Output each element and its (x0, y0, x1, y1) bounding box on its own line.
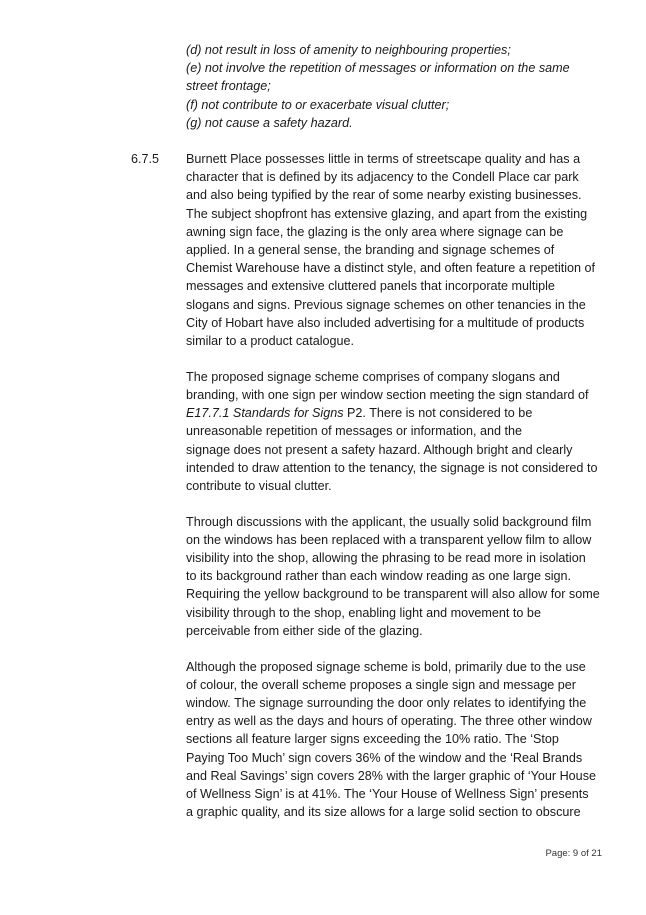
paragraph-3 (186, 513, 604, 640)
text-line: slogans and signs. Previous signage schemes on other tenancies in the (186, 297, 586, 312)
text-line: unreasonable repetition of messages or information, and the (186, 424, 523, 439)
text-line: intended to draw attention to the tenancy, the signage is not considered to (186, 460, 598, 475)
text-line: The subject shopfront has extensive glazing, and apart from the existing (186, 206, 588, 221)
text-line: branding, with one sign per window section meeting the sign standard of (186, 387, 589, 402)
text-line: visibility into the shop, allowing the phrasing to be read more in isolation (186, 551, 586, 566)
text-line: City of Hobart have also included advertising for a multitude of products (186, 315, 585, 330)
criterion-f: (f) not contribute to or exacerbate visual clutter; (186, 97, 450, 112)
paragraph-2 (186, 368, 604, 495)
text-line: Paying Too Much’ sign covers 36% of the window and the ‘Real Brands (186, 750, 583, 765)
criterion-g: (g) not cause a safety hazard. (186, 115, 353, 130)
text-line: on the windows has been replaced with a transparent yellow film to allow (186, 532, 592, 547)
text-line: signage does not present a safety hazard. Although bright and clearly (186, 442, 573, 457)
text-line: perceivable from either side of the glazing. (186, 623, 423, 638)
criterion-e-cont: street frontage; (186, 79, 271, 94)
text-line: messages and extensive cluttered panels that incorporate multiple (186, 279, 555, 294)
text-line: similar to a product catalogue. (186, 334, 355, 349)
text-line: a graphic quality, and its size allows for a large solid section to obscure (186, 805, 581, 820)
text-line: Through discussions with the applicant, the usually solid background film (186, 514, 592, 529)
text-line: sections all feature larger signs exceeding the 10% ratio. The ‘Stop (186, 732, 559, 747)
text-line: character that is defined by its adjacency to the Condell Place car park (186, 170, 579, 185)
text-line: and Real Savings’ sign covers 28% with the larger graphic of ‘Your House (186, 768, 596, 783)
text-line: window. The signage surrounding the door only relates to identifying the (186, 695, 587, 710)
criterion-d: (d) not result in loss of amenity to neighbouring properties; (186, 43, 511, 57)
text-line: of Wellness Sign’ is at 41%. The ‘Your House of Wellness Sign’ presents (186, 787, 589, 801)
text-line: Although the proposed signage scheme is bold, primarily due to the use (186, 659, 586, 674)
paragraph-1 (186, 150, 604, 350)
criterion-e: (e) not involve the repetition of messages or information on the same (186, 61, 570, 76)
text-line: awning sign face, the glazing is the only area where signage can be (186, 224, 564, 239)
text-line: of colour, the overall scheme proposes a single sign and message per (186, 677, 576, 692)
text-line: contribute to visual clutter. (186, 478, 332, 493)
text-line: to its background rather than each window reading as one large sign. (186, 569, 572, 584)
criteria-list (186, 41, 606, 132)
text-line: Burnett Place possesses little in terms of streetscape quality and has a (186, 152, 581, 166)
text-line: Requiring the yellow background to be transparent will also allow for some (186, 587, 600, 602)
text-line: entry as well as the days and hours of operating. The three other window (186, 714, 592, 729)
paragraph-4 (186, 658, 604, 822)
text-line (186, 404, 604, 422)
text-line: and also being typified by the rear of some nearby existing businesses. (186, 188, 582, 203)
text-fragment: P2. There is not considered to be (343, 406, 533, 421)
page-number-footer: Page: 9 of 21 (545, 848, 602, 859)
standard-reference: E17.7.1 Standards for Signs (186, 406, 344, 421)
text-line: Chemist Warehouse have a distinct style, and often feature a repetition of (186, 261, 596, 276)
text-line: visibility through to the shop, enabling light and movement to be (186, 605, 541, 620)
text-line: applied. In a general sense, the branding and signage schemes of (186, 243, 555, 258)
section-number: 6.7.5 (131, 152, 160, 166)
text-line: The proposed signage scheme comprises of company slogans and (186, 369, 560, 384)
body-text (186, 150, 604, 821)
